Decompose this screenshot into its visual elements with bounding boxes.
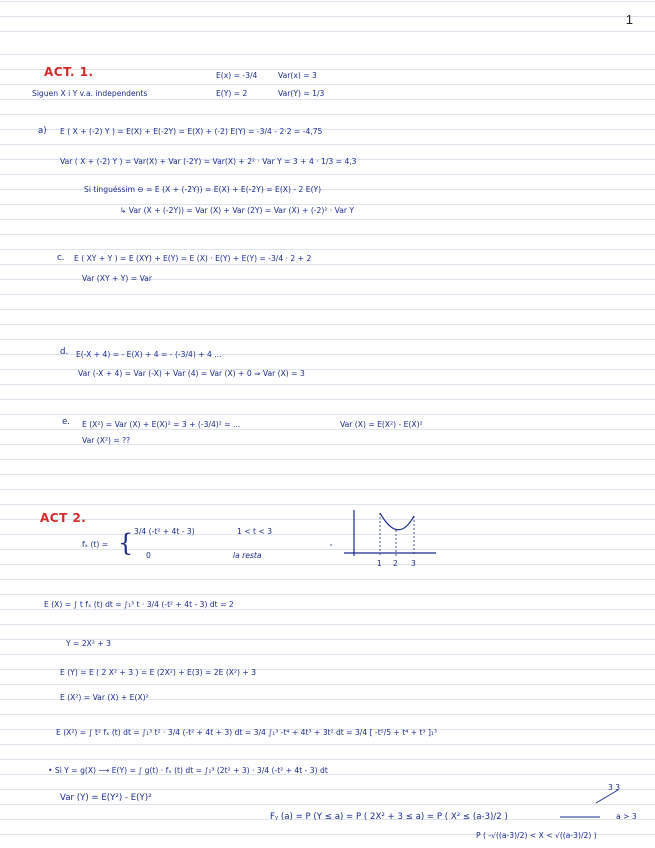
act2-line8: Fᵧ (a) = P (Y ≤ a) = P ( 2X² + 3 ≤ a) = P ( X² ≤ (a-3)/2 ) <box>270 812 508 822</box>
act1-title: ACT. 1. <box>44 65 94 79</box>
act1-intro: Siguen X i Y v.a. independents <box>32 89 148 98</box>
act2-line4: E (X²) = Var (X) + E(X)² <box>60 693 149 702</box>
act2-marks: 3 3 <box>608 783 621 792</box>
act1-c-line2: Var (XY + Y) = Var <box>82 274 152 283</box>
annotation-line <box>596 790 618 803</box>
act1-var-y: Var(Y) = 1/3 <box>278 89 325 98</box>
graph-label-2: 2 <box>393 559 398 568</box>
act2-line9: P ( -√((a-3)/2) < X < √((a-3)/2) ) <box>476 831 597 840</box>
act1-e-right: Var (X) = E(X²) - E(X)² <box>340 420 423 429</box>
act2-fx-cond1: 1 < t < 3 <box>237 527 273 536</box>
act1-c-line1: E ( XY + Y ) = E (XY) + E(Y) = E (X) · E(Y) + E(Y) = -3/4 · 2 + 2 <box>74 254 312 263</box>
act1-a-line1: E ( X + (-2) Y ) = E(X) + E(-2Y) = E(X) + (-2) E(Y) = -3/4 - 2·2 = -4,75 <box>60 127 323 136</box>
act1-d-label: d. <box>60 347 69 357</box>
act2-title: ACT 2. <box>40 511 87 525</box>
act2-line7: Var (Y) = E(Y²) - E(Y)² <box>60 793 152 803</box>
act1-e-line1: E (X²) = Var (X) + E(X)² = 3 + (-3/4)² = ... <box>82 420 241 429</box>
act1-a-line2: Var ( X + (-2) Y ) = Var(X) + Var (-2Y) = Var(X) + 2² · Var Y = 3 + 4 · 1/3 = 4,3 <box>60 157 357 166</box>
act2-fx-case2: 0 <box>146 551 151 560</box>
page-number: 1 <box>625 12 633 27</box>
act1-a-line4: ↳ Var (X + (-2Y)) = Var (X) + Var (2Y) = Var (X) + (-2)² · Var Y <box>120 206 355 215</box>
act1-e-line2: Var (X²) = ?? <box>82 436 131 445</box>
graph-label-1: 1 <box>377 559 382 568</box>
act1-a-label: a) <box>38 126 47 136</box>
act2-line1: E (X) = ∫ t fₓ (t) dt = ∫₁³ t · 3/4 (-t² + 4t - 3) dt = 2 <box>44 600 234 609</box>
act1-var-x: Var(x) = 3 <box>278 71 317 80</box>
act2-fx-case1: 3/4 (-t² + 4t - 3) <box>134 527 195 536</box>
act2-fx-left: fₓ (t) = <box>82 540 109 549</box>
act1-e-label: e. <box>62 417 71 427</box>
graph-label-3: 3 <box>411 559 416 568</box>
act2-brace: { <box>118 529 134 557</box>
act1-d-line2: Var (-X + 4) = Var (-X) + Var (4) = Var (X) + 0 ⇒ Var (X) = 3 <box>78 369 305 378</box>
act2-line5: E (X²) = ∫ t² fₓ (t) dt = ∫₁³ t² · 3/4 (-t² + 4t + 3) dt = 3/4 ∫₁³ -t⁴ + 4t³ + 3t² dt = 3/4 [ -t⁵/5 + t⁴ + t³ ]₁³ <box>56 728 438 737</box>
act2-line3: E (Y) = E ( 2 X² + 3 ) = E (2X²) + E(3) = 2E (X²) + 3 <box>60 668 257 677</box>
act1-ex-x: E(x) = -3/4 <box>216 71 258 80</box>
act1-ex-y: E(Y) = 2 <box>216 89 248 98</box>
act2-line8-right: a > 3 <box>616 812 637 821</box>
act1-c-label: c. <box>57 253 65 263</box>
act2-line2: Y = 2X² + 3 <box>66 639 111 648</box>
act2-fx-cond2: la resta <box>233 551 262 560</box>
act1-d-line1: E(-X + 4) = - E(X) + 4 = - (-3/4) + 4 ... <box>76 350 222 359</box>
act1-a-line3: Si tinguéssim ⊖ = E (X + (-2Y)) = E(X) + E(-2Y) = E(X) - 2 E(Y) <box>84 185 322 194</box>
act2-line6: • Si Y = g(X) ⟶ E(Y) = ∫ g(t) · fₓ (t) dt = ∫₁³ (2t² + 3) · 3/4 (-t² + 4t - 3) dt <box>48 766 328 775</box>
